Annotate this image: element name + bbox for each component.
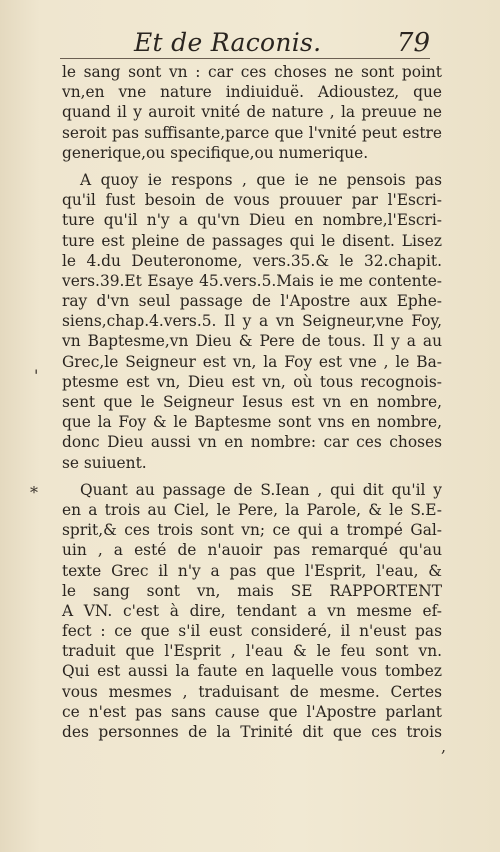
text-line: siens,chap.4.vers.5. Il y a vn Seigneur,vne Foy, bbox=[62, 312, 442, 331]
text-line: uin , a esté de n'auoir pas remarqué qu'au bbox=[62, 541, 442, 560]
text-line: que la Foy & le Baptesme sont vns en nombre, bbox=[62, 413, 442, 432]
text-line: ray d'vn seul passage de l'Apostre aux Ephe- bbox=[62, 292, 442, 311]
text-line: Grec,le Seigneur est vn, la Foy est vne , le Ba- bbox=[62, 352, 442, 371]
text-line: traduit que l'Esprit , l'eau & le feu sont vn. bbox=[62, 642, 442, 661]
text-line: ture est pleine de passages qui le disent. Lisez bbox=[62, 231, 442, 250]
text-line: vn Baptesme,vn Dieu & Pere de tous. Il y a au bbox=[62, 332, 442, 351]
margin-mark: * bbox=[30, 483, 38, 502]
text-line: se suiuent. bbox=[62, 453, 147, 472]
text-line: ptesme est vn, Dieu est vn, où tous recognois- bbox=[62, 372, 442, 391]
text-line: sprit,& ces trois sont vn; ce qui a trompé Gal- bbox=[62, 521, 442, 540]
text-line: vn,en vne nature indiuiduë. Adioustez, que bbox=[62, 83, 442, 102]
text-line: le sang sont vn, mais SE RAPPORTENT bbox=[62, 581, 442, 600]
text-line: Quant au passage de S.Iean , qui dit qu'il y bbox=[80, 480, 442, 499]
catchword: , bbox=[441, 737, 447, 756]
running-title: Et de Raconis. bbox=[134, 28, 322, 57]
page-header bbox=[60, 28, 430, 59]
text-line: en a trois au Ciel, le Pere, la Parole, & le S.E- bbox=[62, 500, 442, 519]
text-line: le sang sont vn : car ces choses ne sont point bbox=[62, 63, 442, 81]
page-number: 79 bbox=[396, 28, 430, 58]
text-line: ture qu'il n'y a qu'vn Dieu en nombre,l'Escri- bbox=[62, 211, 442, 230]
body-text bbox=[62, 62, 442, 742]
text-line: sent que le Seigneur Iesus est vn en nombre, bbox=[62, 393, 442, 411]
text-line: A VN. c'est à dire, tendant a vn mesme ef- bbox=[62, 601, 442, 620]
text-line: ce n'est pas sans cause que l'Apostre parlant bbox=[62, 702, 442, 721]
text-line: vous mesmes , traduisant de mesme. Certes bbox=[62, 682, 442, 701]
margin-mark: ' bbox=[34, 366, 39, 385]
text-line: A quoy ie respons , que ie ne pensois pas bbox=[80, 170, 442, 189]
text-line: fect : ce que s'il eust consideré, il n'eust pas bbox=[62, 622, 442, 641]
text-line: seroit pas suffisante,parce que l'vnité peut estre bbox=[62, 123, 442, 142]
text-line: vers.39.Et Esaye 45.vers.5.Mais ie me contente- bbox=[62, 271, 442, 290]
text-line: des personnes de la Trinité dit que ces trois bbox=[62, 723, 442, 741]
text-line: le 4.du Deuteronome, vers.35.& le 32.chapit. bbox=[62, 251, 442, 270]
text-line: generique,ou specifique,ou numerique. bbox=[62, 143, 369, 162]
text-line: texte Grec il n'y a pas que l'Esprit, l'eau, & bbox=[62, 561, 442, 580]
text-line: quand il y auroit vnité de nature , la preuue ne bbox=[62, 103, 442, 122]
text-line: donc Dieu aussi vn en nombre: car ces choses bbox=[62, 433, 442, 452]
text-line: qu'il fust besoin de vous prouuer par l'Escri- bbox=[62, 191, 442, 210]
text-line: Qui est aussi la faute en laquelle vous tombez bbox=[62, 662, 442, 681]
